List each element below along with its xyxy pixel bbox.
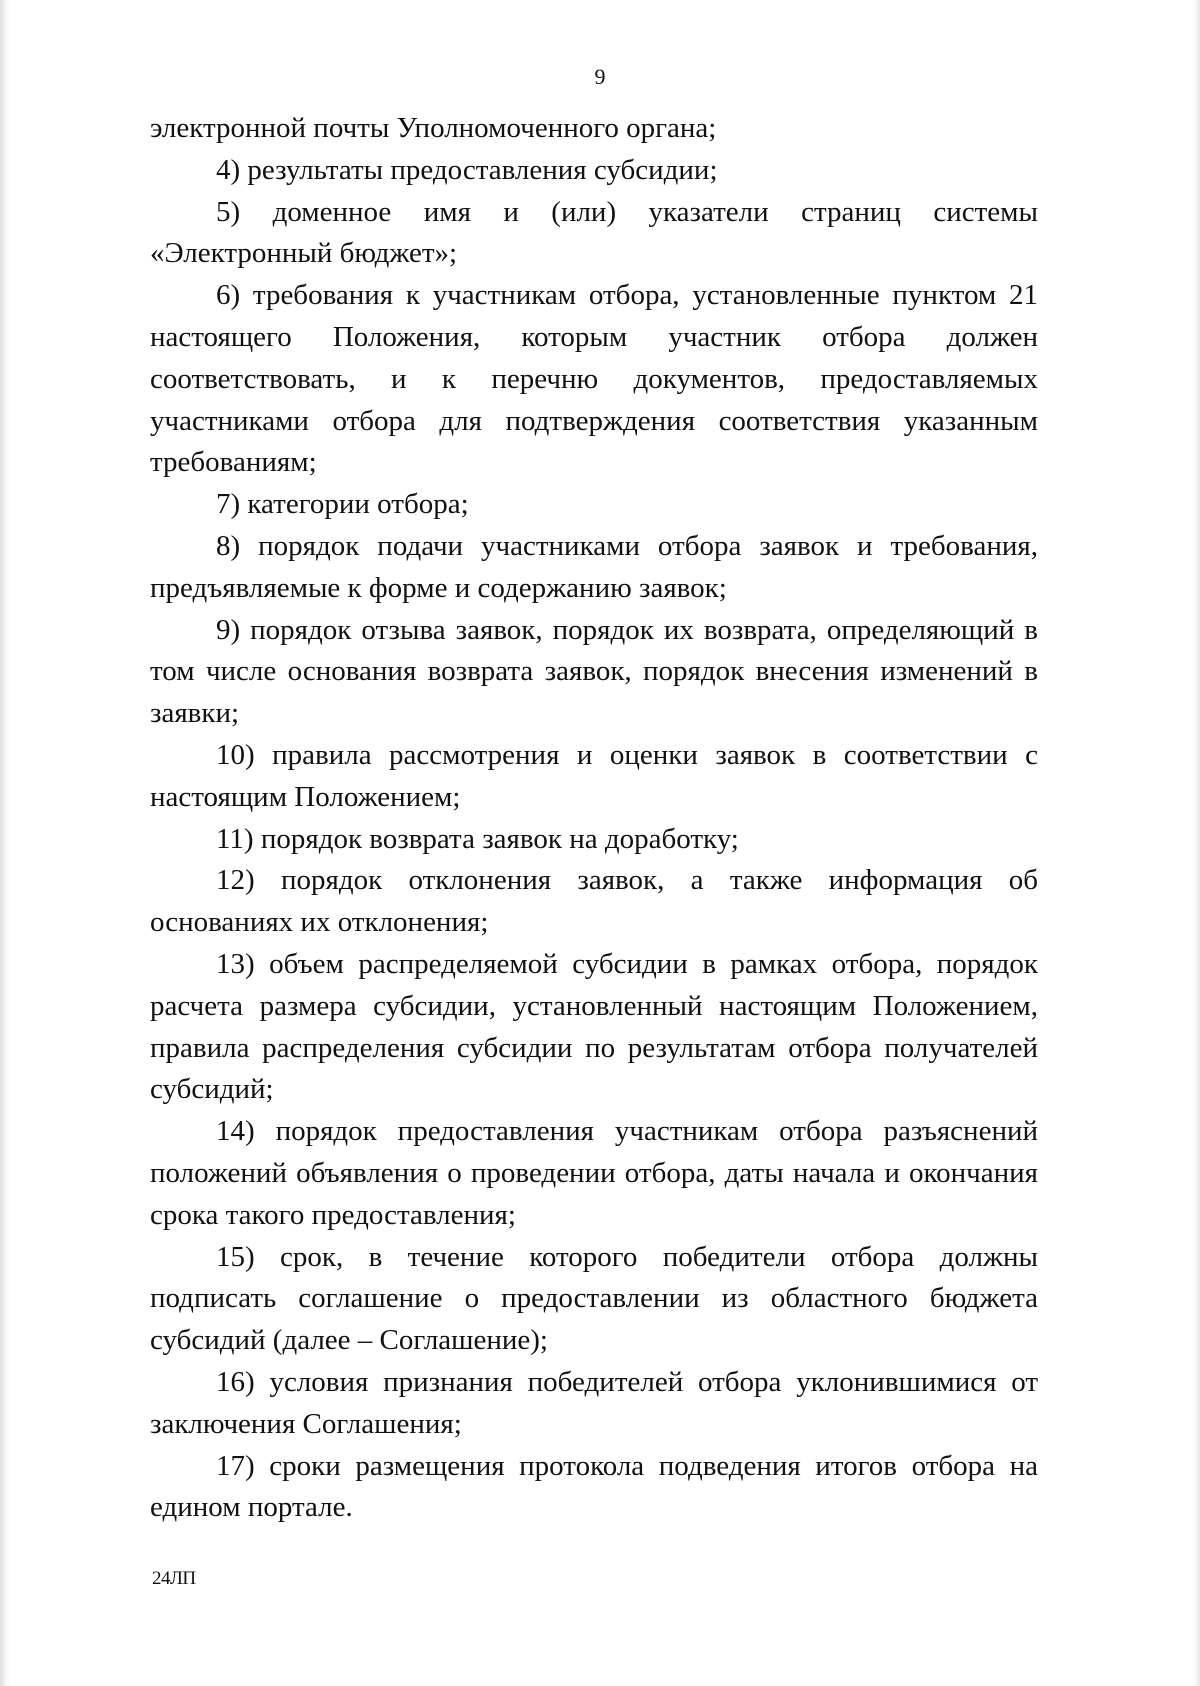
list-item-4: 4) результаты предоставления субсидии; — [216, 153, 718, 186]
list-item-5: 5) доменное имя и (или) указатели страниц системы «Электронный бюджет»; — [150, 195, 1038, 270]
scan-edge-right — [1192, 0, 1200, 1686]
document-footer-code: 24ЛП — [152, 1568, 196, 1589]
scan-edge-left — [0, 0, 10, 1686]
list-item-15: 15) срок, в течение которого победители отбора должны подписать соглашение о предоставлении из областного бюджета субсидий (далее – Соглашение); — [150, 1240, 1038, 1357]
list-item-13: 13) объем распределяемой субсидии в рамках отбора, порядок расчета размера субсидии, установленный настоящим Положением, правила распределения субсидии по результатам отбора получателей субсидий; — [150, 947, 1038, 1106]
list-item-10: 10) правила рассмотрения и оценки заявок в соответствии с настоящим Положением; — [150, 738, 1038, 813]
paragraph-continuation: электронной почты Уполномоченного органа; — [150, 112, 717, 144]
list-item-12: 12) порядок отклонения заявок, а также информация об основаниях их отклонения; — [150, 864, 1038, 939]
list-item-9: 9) порядок отзыва заявок, порядок их возврата, определяющий в том числе основания возврата заявок, порядок внесения изменений в заявки; — [150, 613, 1038, 730]
list-item-16: 16) условия признания победителей отбора уклонившимися от заключения Соглашения; — [150, 1365, 1038, 1440]
document-body — [150, 108, 1038, 1529]
list-item-14: 14) порядок предоставления участникам отбора разъяснений положений объявления о проведении отбора, даты начала и окончания срока такого предоставления; — [150, 1115, 1038, 1231]
list-item-8: 8) порядок подачи участниками отбора заявок и требования, предъявляемые к форме и содержанию заявок; — [150, 529, 1038, 604]
list-item-11: 11) порядок возврата заявок на доработку; — [216, 822, 739, 855]
list-item-7: 7) категории отбора; — [216, 488, 469, 521]
list-item-6: 6) требования к участникам отбора, установленные пунктом 21 настоящего Положения, которым участник отбора должен соответствовать, и к перечню документов, предоставляемых участниками отбора для подтверждения соответствия указанным требованиям; — [150, 279, 1038, 479]
list-item-17: 17) сроки размещения протокола подведения итогов отбора на едином портале. — [150, 1449, 1038, 1524]
page-number: 9 — [594, 64, 606, 89]
